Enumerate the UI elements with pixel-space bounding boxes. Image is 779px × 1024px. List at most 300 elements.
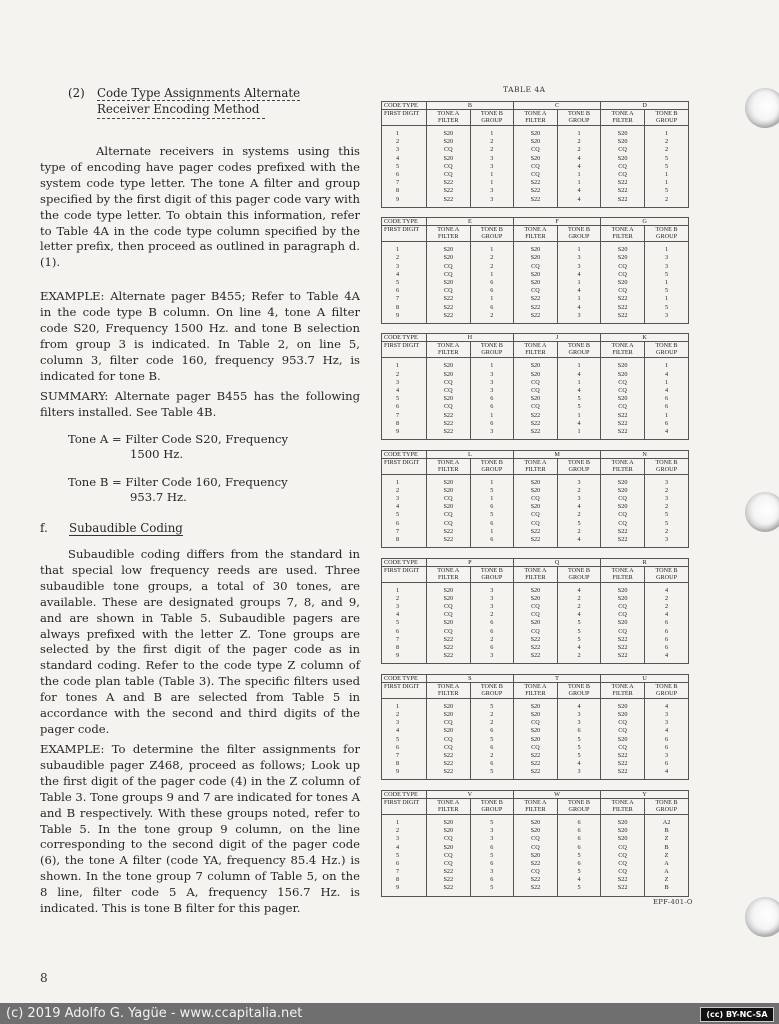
tone-a-filter-value: S22 — [617, 427, 628, 435]
tone-b-group-value: 6 — [664, 743, 669, 751]
tone-b-group-value: 4 — [577, 154, 581, 162]
tone-b-group-value: 2 — [577, 511, 581, 519]
tone-b-group-value: 4 — [664, 652, 669, 660]
tone-b-group-header: TONE B GROUP — [557, 342, 600, 358]
tone-b-group-value: A2 — [662, 818, 671, 826]
first-digit-value: 2 — [396, 827, 400, 835]
first-digit-value: 6 — [396, 170, 400, 178]
tone-b-group-value: 2 — [664, 146, 669, 154]
first-digit-value: 3 — [396, 262, 400, 270]
tone-b-group-value: 1 — [664, 170, 669, 178]
tone-b-group-value: 2 — [490, 254, 494, 262]
tone-a-filter-header: TONE A FILTER — [426, 226, 470, 242]
section-title-line1: Code Type Assignments Alternate — [97, 86, 301, 100]
first-digit-column — [382, 582, 427, 664]
tone-a-filter-value: CQ — [443, 511, 453, 519]
tone-b-group-value: 6 — [664, 419, 669, 427]
tone-b-group-value: Z — [664, 876, 669, 884]
tone-a-filter-value: S20 — [530, 154, 541, 162]
first-digit-column — [382, 474, 427, 548]
tone-b-group-value: 2 — [490, 635, 494, 643]
tone-b-group-value: 2 — [490, 262, 494, 270]
first-digit-value: 3 — [396, 494, 400, 502]
tone-b-group-value: A — [664, 868, 669, 876]
tone-a-filter-value: S22 — [530, 859, 541, 867]
tone-b-group-value: 2 — [490, 311, 494, 319]
tone-a-filter-value: CQ — [618, 403, 627, 411]
tone-b-group-header: TONE B GROUP — [470, 682, 513, 698]
code-type-letter: P — [426, 558, 513, 566]
first-digit-value: 7 — [396, 179, 400, 187]
tone-b-group-header: TONE B GROUP — [470, 798, 513, 814]
code-type-letter: E — [426, 218, 513, 226]
first-digit-label: FIRST DIGIT — [382, 798, 427, 814]
code-type-tables — [381, 101, 689, 906]
tone-b-group-value: 6 — [664, 619, 669, 627]
tone-a-filter-header: TONE A FILTER — [601, 798, 645, 814]
tone-b-group-value: 1 — [577, 130, 581, 137]
tone-b-group-value: 2 — [490, 611, 494, 619]
tone-b-group-value: 3 — [664, 494, 669, 502]
tone-b-group-column — [557, 474, 600, 548]
tone-b-line2: 953.7 Hz. — [130, 490, 187, 504]
first-digit-value: 3 — [396, 835, 400, 843]
tone-a-filter-header: TONE A FILTER — [601, 342, 645, 358]
tone-a-filter-value: CQ — [443, 287, 453, 295]
tone-b-group-column — [645, 242, 689, 324]
tone-a-line1: Tone A = Filter Code S20, Frequency — [68, 432, 289, 446]
first-digit-value: 4 — [396, 843, 400, 851]
tone-a-filter-value: S20 — [443, 586, 454, 594]
code-type-letter: F — [513, 218, 600, 226]
tone-a-filter-value: S22 — [530, 751, 541, 759]
first-digit-value: 7 — [396, 411, 400, 419]
tone-a-filter-header: TONE A FILTER — [601, 458, 645, 474]
tone-b-group-header: TONE B GROUP — [645, 458, 689, 474]
tone-a-filter-value: CQ — [618, 851, 627, 859]
tone-b-group-column — [470, 474, 513, 548]
tone-a-filter-value: S20 — [530, 594, 541, 602]
first-digit-value: 4 — [396, 611, 400, 619]
tone-a-filter-value: S20 — [617, 818, 628, 826]
tone-b-group-value: 5 — [664, 270, 669, 278]
tone-a-filter-value: CQ — [618, 146, 627, 154]
tone-a-filter-header: TONE A FILTER — [513, 226, 557, 242]
tone-b-group-column — [470, 126, 513, 208]
tone-b-group-header: TONE B GROUP — [470, 566, 513, 582]
tone-a-filter-value: S20 — [617, 395, 628, 403]
tone-b-group-value: 1 — [490, 478, 494, 486]
tone-b-group-value: 4 — [664, 427, 669, 435]
tone-b-group-value: 5 — [577, 635, 581, 643]
tone-a-filter-value: S20 — [443, 710, 454, 718]
tone-a-filter-value: S20 — [443, 362, 454, 370]
first-digit-value: 6 — [396, 403, 400, 411]
subsection-label: f. — [40, 521, 48, 535]
tone-b-group-value: 3 — [490, 602, 494, 610]
tone-b-group-value: 6 — [490, 278, 494, 286]
tone-b-group-value: 5 — [664, 187, 669, 195]
first-digit-value: 2 — [396, 254, 400, 262]
code-type-table — [381, 217, 689, 324]
tone-b-group-value: 5 — [664, 154, 669, 162]
binder-hole-middle — [745, 492, 779, 532]
tone-b-group-value: 6 — [664, 627, 669, 635]
tone-a-filter-value: S22 — [530, 884, 541, 892]
tone-b-group-value: 3 — [577, 311, 581, 319]
first-digit-value: 8 — [396, 876, 400, 884]
first-digit-value: 8 — [396, 303, 400, 311]
paragraph-subaudible: Subaudible coding differs from the standard in that special low frequency reeds are used. Three subaudible tone groups, a total of 30 tones, are available. These are designated groups 7, 8, and 9, and are shown in Table 5. Subaudible pagers are always prefixed with the letter Z. Tone groups are selected by the first digit of the pager code as in standard coding. Refer to the code type Z column of the code plan table (Table 3). The specific filters used for tones A and B are selected from Table 5 in accordance with the second and third digits of the pager code. — [40, 547, 360, 736]
tone-b-group-value: 4 — [577, 187, 581, 195]
tone-b-group-value: 3 — [577, 768, 581, 776]
tone-a-filter-value: S22 — [443, 652, 454, 660]
tone-b-line1: Tone B = Filter Code 160, Frequency — [68, 475, 288, 489]
tone-b-group-value: 5 — [664, 519, 669, 527]
tone-a-filter-value: S22 — [617, 751, 628, 759]
tone-b-group-value: 3 — [490, 162, 494, 170]
code-type-letter: N — [601, 450, 689, 458]
tone-a-filter-value: S22 — [443, 751, 454, 759]
tone-b-group-value: 3 — [577, 478, 581, 486]
tone-a-filter-column — [513, 582, 557, 664]
tone-b-group-value: 4 — [577, 503, 581, 511]
tone-b-group-header: TONE B GROUP — [557, 566, 600, 582]
tone-b-group-value: 6 — [490, 760, 494, 768]
code-type-letter: V — [426, 790, 513, 798]
tone-a-filter-header: TONE A FILTER — [601, 682, 645, 698]
tone-a-filter-value: S22 — [617, 195, 628, 203]
tone-b-group-value: 5 — [490, 768, 494, 776]
first-digit-value: 2 — [396, 486, 400, 494]
tone-a-filter-value: S20 — [617, 478, 628, 486]
tone-a-filter-value: CQ — [618, 162, 627, 170]
tone-b-group-value: 2 — [577, 138, 581, 146]
tone-a-filter-value: S22 — [530, 411, 541, 419]
tone-b-group-header: TONE B GROUP — [645, 798, 689, 814]
tone-a-filter-column — [513, 474, 557, 548]
code-type-letter: J — [513, 334, 600, 342]
tone-a-filter-value: S22 — [530, 535, 541, 543]
tone-a-filter-value: CQ — [531, 287, 540, 295]
first-digit-value: 3 — [396, 378, 400, 386]
tone-b-group-value: 3 — [490, 427, 494, 435]
tone-a-filter-value: S20 — [617, 710, 628, 718]
tone-b-group-header: TONE B GROUP — [557, 458, 600, 474]
tone-a-filter-value: CQ — [618, 727, 627, 735]
first-digit-column — [382, 698, 427, 780]
tone-b-group-value: 3 — [490, 868, 494, 876]
tone-b-group-value: 1 — [490, 179, 494, 187]
paragraph-example-b455: EXAMPLE: Alternate pager B455; Refer to Table 4A in the code type B column. On line 4, tone A filter code S20, Frequency 1500 Hz. and tone B selection from group 3 is indicated. In Table 2, on line 5, column 3, filter code 160, frequency 953.7 Hz, is indicated for tone B. — [40, 289, 360, 383]
code-type-letter: R — [601, 558, 689, 566]
tone-b-group-value: 6 — [664, 735, 669, 743]
tone-a-filter-value: CQ — [531, 403, 540, 411]
tone-a-filter-value: S22 — [530, 652, 541, 660]
tone-b-group-value: B — [664, 884, 669, 892]
code-type-table — [381, 790, 689, 897]
tone-b-group-value: 5 — [577, 884, 581, 892]
tone-b-group-value: 6 — [577, 727, 581, 735]
tone-a-filter-value: CQ — [443, 262, 453, 270]
code-type-label: CODE TYPE — [382, 790, 427, 798]
tone-b-group-value: 4 — [664, 727, 669, 735]
tone-a-filter-value: CQ — [443, 851, 453, 859]
tone-a-filter-value: S22 — [617, 635, 628, 643]
tone-b-group-value: 1 — [577, 295, 581, 303]
tone-a-filter-value: S20 — [530, 586, 541, 594]
tone-b-group-value: 4 — [577, 287, 581, 295]
tone-a-filter-value: S22 — [443, 295, 454, 303]
tone-a-filter-value: S20 — [617, 702, 628, 710]
tone-a-filter-value: S20 — [443, 843, 454, 851]
tone-a-filter-value: S20 — [530, 818, 541, 826]
tone-a-filter-value: CQ — [443, 270, 453, 278]
first-digit-value: 9 — [396, 652, 400, 660]
tone-a-filter-value: S20 — [443, 154, 454, 162]
tone-b-group-value: 3 — [490, 378, 494, 386]
first-digit-value: 5 — [396, 395, 400, 403]
first-digit-value: 3 — [396, 146, 400, 154]
tone-a-filter-value: CQ — [618, 602, 627, 610]
tone-b-group-value: 6 — [664, 395, 669, 403]
tone-a-filter-value: S20 — [443, 619, 454, 627]
tone-a-filter-value: CQ — [443, 403, 453, 411]
tone-a-filter-value: CQ — [618, 743, 627, 751]
tone-b-group-value: 3 — [664, 535, 669, 543]
tone-a-filter-column — [513, 814, 557, 896]
tone-b-group-value: 3 — [490, 386, 494, 394]
tone-a-filter-header: TONE A FILTER — [513, 798, 557, 814]
tone-b-group-value: 2 — [490, 138, 494, 146]
tone-b-group-value: 5 — [577, 395, 581, 403]
tone-b-group-column — [557, 242, 600, 324]
tone-a-filter-value: S22 — [443, 760, 454, 768]
tone-a-filter-value: CQ — [531, 719, 540, 727]
tone-a-filter-value: S20 — [530, 827, 541, 835]
tone-b-group-value: 2 — [577, 486, 581, 494]
tone-b-group-header: TONE B GROUP — [557, 226, 600, 242]
tone-b-group-value: 3 — [490, 154, 494, 162]
tone-b-group-value: 4 — [577, 611, 581, 619]
tone-a-filter-value: S22 — [443, 303, 454, 311]
tone-a-filter-value: CQ — [531, 146, 540, 154]
tone-a-filter-value: S20 — [443, 702, 454, 710]
tone-a-filter-value: CQ — [618, 611, 627, 619]
tone-a-filter-value: CQ — [618, 262, 627, 270]
tone-a-filter-value: S22 — [443, 427, 454, 435]
tone-b-group-value: Z — [664, 851, 669, 859]
tone-a-filter-value: CQ — [531, 611, 540, 619]
tone-a-filter-value: CQ — [531, 170, 540, 178]
table-title: TABLE 4A — [503, 85, 546, 94]
tone-b-group-value: 3 — [490, 827, 494, 835]
tone-a-filter-value: CQ — [443, 602, 453, 610]
tone-b-group-value: 1 — [577, 427, 581, 435]
tone-b-group-value: 1 — [490, 170, 494, 178]
tone-b-group-value: 2 — [490, 719, 494, 727]
tone-a-filter-value: S20 — [443, 827, 454, 835]
tone-b-group-value: 6 — [664, 403, 669, 411]
tone-b-group-value: 6 — [490, 519, 494, 527]
tone-b-group-value: 5 — [490, 486, 494, 494]
tone-a-filter-header: TONE A FILTER — [513, 566, 557, 582]
tone-a-filter-value: S20 — [530, 727, 541, 735]
tone-b-group-value: 2 — [664, 527, 669, 535]
first-digit-value: 6 — [396, 859, 400, 867]
tone-b-group-value: 3 — [577, 719, 581, 727]
tone-b-group-value: 3 — [490, 594, 494, 602]
tone-a-filter-value: CQ — [531, 843, 540, 851]
tone-b-group-value: 6 — [577, 827, 581, 835]
paragraph-intro: Alternate receivers in systems using this type of encoding have pager codes prefixed with the system code type letter. The tone A filter and group specified by the first digit of this pager code vary with the code type letter. To obtain this information, refer to Table 4A in the code type column specified by the letter prefix, then proceed as outlined in paragraph d. (1). — [40, 144, 360, 270]
tone-b-group-value: 2 — [577, 527, 581, 535]
tone-b-group-column — [557, 126, 600, 208]
first-digit-label: FIRST DIGIT — [382, 458, 427, 474]
tone-a-filter-value: CQ — [443, 735, 453, 743]
tone-a-filter-header: TONE A FILTER — [426, 458, 470, 474]
tone-a-filter-value: S20 — [617, 594, 628, 602]
tone-a-filter-column — [426, 698, 470, 780]
tone-b-group-value: 1 — [664, 130, 669, 137]
tone-a-filter-value: S20 — [617, 370, 628, 378]
tone-b-group-value: 6 — [664, 635, 669, 643]
tone-b-group-value: 6 — [577, 859, 581, 867]
code-type-table — [381, 333, 689, 440]
section-title-line2: Receiver Encoding Method — [97, 102, 265, 119]
first-digit-value: 4 — [396, 270, 400, 278]
tone-b-group-value: 1 — [577, 170, 581, 178]
tone-b-group-column — [645, 814, 689, 896]
tone-b-group-value: 5 — [577, 619, 581, 627]
first-digit-value: 6 — [396, 743, 400, 751]
tone-b-group-value: 6 — [490, 843, 494, 851]
tone-b-group-value: 4 — [664, 386, 669, 394]
tone-a-filter-header: TONE A FILTER — [513, 682, 557, 698]
tone-b-group-value: 4 — [577, 702, 581, 710]
section-number: (2) — [68, 86, 85, 100]
tone-a-filter-column — [601, 814, 645, 896]
tone-b-group-value: 6 — [577, 818, 581, 826]
tone-b-group-header: TONE B GROUP — [470, 226, 513, 242]
tone-b-group-value: 1 — [577, 362, 581, 370]
tone-b-group-value: 2 — [664, 138, 669, 146]
tone-a-filter-value: CQ — [443, 859, 453, 867]
tone-b-group-value: 5 — [664, 511, 669, 519]
tone-a-filter-value: CQ — [531, 835, 540, 843]
tone-b-group-value: 3 — [577, 494, 581, 502]
tone-a-filter-value: S20 — [530, 478, 541, 486]
tone-b-group-value: 6 — [490, 403, 494, 411]
code-type-letter: C — [513, 102, 600, 110]
first-digit-value: 3 — [396, 719, 400, 727]
tone-a-filter-value: CQ — [443, 835, 453, 843]
tone-a-filter-value: S22 — [443, 527, 454, 535]
tone-b-group-value: 5 — [490, 851, 494, 859]
tone-a-filter-column — [601, 358, 645, 440]
tone-b-group-header: TONE B GROUP — [470, 458, 513, 474]
tone-b-group-value: 1 — [664, 179, 669, 187]
tone-b-group-value: 2 — [664, 195, 669, 203]
code-type-label: CODE TYPE — [382, 558, 427, 566]
tone-b-group-value: 5 — [577, 851, 581, 859]
tone-a-filter-value: S20 — [617, 254, 628, 262]
paragraph-example-z468: EXAMPLE: To determine the filter assignments for subaudible pager Z468, proceed as follows; Look up the first digit of the pager code (4) in the Z column of Table 3. Tone groups 9 and 7 are indicated for tones A and B respectively. With these groups noted, refer to Table 5. In the tone group 9 column, on the line corresponding to the second digit of the pager code (6), the tone A filter (code YA, frequency 85.4 Hz.) is shown. In the tone group 7 column of Table 5, on the 8 line, filter code 5 A, frequency 156.7 Hz. is indicated. This is tone B filter for this pager. — [40, 742, 360, 916]
tone-b-group-value: 4 — [577, 195, 581, 203]
code-type-label: CODE TYPE — [382, 334, 427, 342]
tone-b-group-value: 1 — [577, 179, 581, 187]
first-digit-column — [382, 242, 427, 324]
tone-b-group-value: 1 — [490, 246, 494, 254]
tone-a-filter-column — [601, 474, 645, 548]
first-digit-value: 9 — [396, 311, 400, 319]
tone-a-filter-value: S20 — [443, 246, 454, 254]
code-type-label: CODE TYPE — [382, 102, 427, 110]
tone-b-group-value: 1 — [664, 378, 669, 386]
tone-b-group-value: 5 — [577, 751, 581, 759]
code-type-label: CODE TYPE — [382, 450, 427, 458]
tone-a-filter-column — [426, 242, 470, 324]
tone-b-group-value: 4 — [577, 386, 581, 394]
tone-a-filter-value: CQ — [531, 262, 540, 270]
tone-a-filter-value: S22 — [617, 652, 628, 660]
tone-b-group-value: 6 — [577, 835, 581, 843]
first-digit-value: 5 — [396, 162, 400, 170]
first-digit-value: 1 — [396, 246, 400, 254]
tone-a-filter-value: S20 — [617, 278, 628, 286]
tone-a-filter-value: S22 — [530, 527, 541, 535]
tone-a-filter-value: S20 — [530, 702, 541, 710]
tone-a-filter-value: S20 — [530, 395, 541, 403]
tone-a-filter-value: S20 — [617, 503, 628, 511]
tone-b-group-value: 6 — [664, 760, 669, 768]
code-type-letter: M — [513, 450, 600, 458]
tone-a-filter-value: CQ — [618, 378, 627, 386]
tone-b-group-value: 3 — [664, 710, 669, 718]
tone-b-group-value: 2 — [664, 594, 669, 602]
tone-b-group-value: 1 — [490, 130, 494, 137]
tone-b-group-value: 4 — [664, 702, 669, 710]
section-heading — [68, 86, 300, 119]
tone-b-group-value: 6 — [490, 643, 494, 651]
tone-a-filter-value: CQ — [618, 859, 627, 867]
tone-a-filter-header: TONE A FILTER — [601, 110, 645, 126]
tone-a-filter-column — [513, 126, 557, 208]
tone-a-filter-value: S20 — [443, 727, 454, 735]
tone-b-group-value: 4 — [577, 535, 581, 543]
tone-a-filter-value: S22 — [443, 643, 454, 651]
tone-a-filter-value: S22 — [443, 411, 454, 419]
tone-a-filter-value: S22 — [530, 419, 541, 427]
tone-b-group-value: 1 — [577, 411, 581, 419]
tone-b-group-value: 3 — [490, 195, 494, 203]
tone-a-filter-value: CQ — [531, 494, 540, 502]
tone-a-filter-value: S20 — [530, 851, 541, 859]
tone-b-group-column — [470, 358, 513, 440]
tone-b-group-value: 1 — [490, 362, 494, 370]
tone-a-filter-value: S22 — [530, 643, 541, 651]
first-digit-column — [382, 814, 427, 896]
tone-a-filter-value: CQ — [618, 494, 627, 502]
first-digit-value: 8 — [396, 643, 400, 651]
first-digit-value: 2 — [396, 594, 400, 602]
tone-b-group-value: 5 — [490, 702, 494, 710]
tone-a-filter-value: S22 — [530, 427, 541, 435]
code-type-label: CODE TYPE — [382, 218, 427, 226]
tone-a-filter-value: S20 — [530, 278, 541, 286]
tone-a-filter-value: S20 — [617, 619, 628, 627]
tone-b-group-header: TONE B GROUP — [645, 566, 689, 582]
